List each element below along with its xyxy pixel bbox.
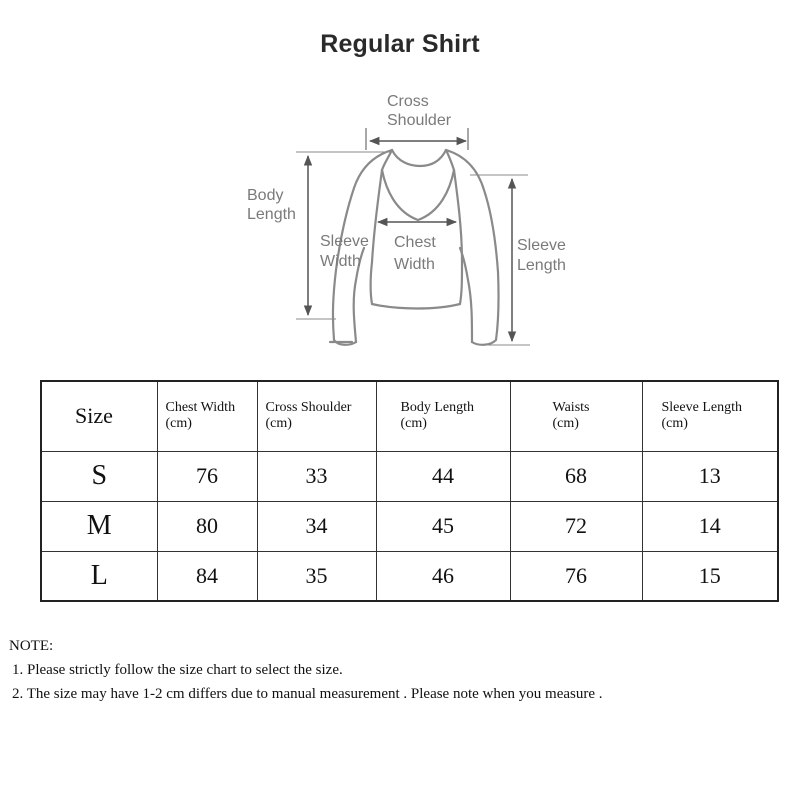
- cross-shoulder-label-line2: Shoulder: [387, 112, 452, 129]
- waists-cell: 76: [510, 551, 642, 601]
- size-cell: L: [41, 551, 157, 601]
- size-chart-table: [40, 380, 779, 602]
- size-cell: S: [41, 451, 157, 501]
- sleeve-length-column-header: [642, 381, 778, 451]
- column-header-unit: (cm): [661, 416, 688, 432]
- cross-shoulder-cell: 33: [257, 451, 376, 501]
- body-length-cell: 45: [376, 501, 510, 551]
- waists-cell: 68: [510, 451, 642, 501]
- page-title: Regular Shirt: [320, 30, 480, 58]
- chest-width-cell: 84: [157, 551, 257, 601]
- body-length-cell: 44: [376, 451, 510, 501]
- table-header-row: [41, 381, 778, 451]
- body-length-label-line1: Body: [247, 187, 284, 204]
- column-header-name: Sleeve Length: [661, 400, 742, 416]
- table-row: [41, 501, 778, 551]
- cross-shoulder-label-line1: Cross: [387, 93, 429, 110]
- column-header-name: Waists: [552, 400, 590, 416]
- notes-section: [9, 634, 789, 706]
- chest-width-cell: 76: [157, 451, 257, 501]
- size-chart-table-container: [40, 380, 777, 601]
- cross-shoulder-column-header: [257, 381, 376, 451]
- column-header-unit: (cm): [400, 416, 427, 432]
- column-header-unit: (cm): [552, 416, 579, 432]
- chest-width-column-header: [157, 381, 257, 451]
- chest-width-label-line2: Width: [394, 256, 435, 273]
- table-row: [41, 551, 778, 601]
- sleeve-width-label-line2: Width: [320, 253, 361, 270]
- sleeve-width-label-line1: Sleeve: [320, 233, 369, 250]
- size-cell: M: [41, 501, 157, 551]
- column-header-unit: (cm): [165, 416, 192, 432]
- chest-width-cell: 80: [157, 501, 257, 551]
- cross-shoulder-cell: 34: [257, 501, 376, 551]
- sleeve-length-cell: 13: [642, 451, 778, 501]
- notes-heading: NOTE:: [9, 638, 54, 654]
- body-length-cell: 46: [376, 551, 510, 601]
- note-item: 1. Please strictly follow the size chart to select the size.: [12, 662, 343, 678]
- table-row: [41, 451, 778, 501]
- sleeve-length-cell: 15: [642, 551, 778, 601]
- sleeve-length-label-line2: Length: [517, 257, 566, 274]
- sleeve-length-cell: 14: [642, 501, 778, 551]
- column-header-name: Body Length: [400, 400, 474, 416]
- sleeve-length-label-line1: Sleeve: [517, 237, 566, 254]
- size-column-header: Size: [41, 381, 157, 451]
- chest-width-label-line1: Chest: [394, 234, 436, 251]
- shirt-measurement-diagram: [0, 0, 800, 370]
- column-header-name: Cross Shoulder: [265, 400, 352, 416]
- column-header-unit: (cm): [265, 416, 292, 432]
- column-header-name: Chest Width: [165, 400, 236, 416]
- waists-column-header: [510, 381, 642, 451]
- waists-cell: 72: [510, 501, 642, 551]
- body-length-column-header: [376, 381, 510, 451]
- body-length-label-line2: Length: [247, 206, 296, 223]
- cross-shoulder-cell: 35: [257, 551, 376, 601]
- note-item: 2. The size may have 1-2 cm differs due to manual measurement . Please note when you measure .: [12, 686, 603, 702]
